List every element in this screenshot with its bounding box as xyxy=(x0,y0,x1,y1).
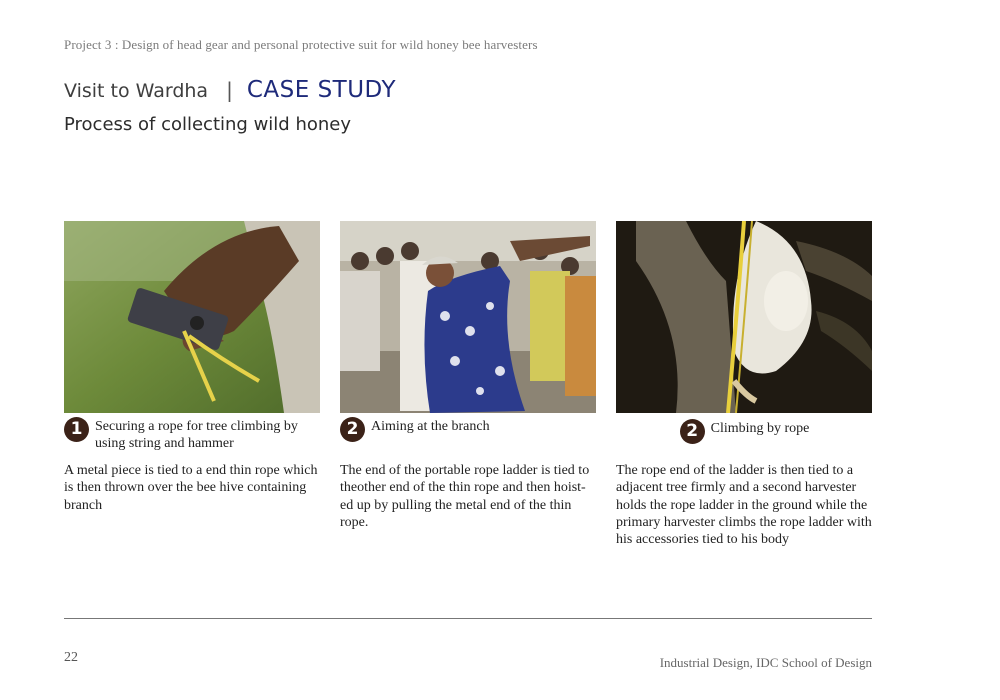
footer-credit: Industrial Design, IDC School of Design xyxy=(659,655,872,670)
step-caption-text: Climbing by rope xyxy=(710,421,810,436)
step-number-badge: 2 xyxy=(680,419,705,444)
project-title: Project 3 : Design of head gear and personal protective suit for wild honey bee harvesters xyxy=(64,37,538,52)
page-number: 22 xyxy=(64,650,78,665)
step-description: A metal piece is tied to a end thin rope which is then thrown over the bee hive containing branch xyxy=(64,463,318,513)
step-3 xyxy=(616,221,873,548)
photo-hammer-rope xyxy=(64,221,320,413)
section-header xyxy=(64,77,396,103)
step-caption xyxy=(340,417,597,442)
step-caption-text: Securing a rope for tree climbing by using string and hammer xyxy=(95,419,298,451)
visit-title: Visit to Wardha xyxy=(64,80,209,102)
title-separator: | xyxy=(226,78,233,102)
footer-divider xyxy=(64,618,872,619)
step-caption-text: Aiming at the branch xyxy=(371,419,490,434)
step-description: The rope end of the ladder is then tied to a adjacent tree firmly and a second harvester holds the rope ladder in the ground while the primary harvester climbs the rope ladder with his accessories tied to his body xyxy=(616,463,872,548)
photo-climbing-rope xyxy=(616,221,872,413)
step-2 xyxy=(340,221,597,530)
step-number-badge: 1 xyxy=(64,417,89,442)
step-number-badge: 2 xyxy=(340,417,365,442)
step-caption xyxy=(616,419,873,444)
step-description: The end of the portable rope ladder is tied to theother end of the thin rope and then hoist-ed up by pulling the metal end of the thin rope. xyxy=(340,463,590,530)
photo-aiming-branch xyxy=(340,221,596,413)
step-1 xyxy=(64,221,321,513)
step-caption xyxy=(64,417,321,452)
page-subtitle: Process of collecting wild honey xyxy=(64,114,351,135)
case-study-title: CASE STUDY xyxy=(246,77,397,103)
